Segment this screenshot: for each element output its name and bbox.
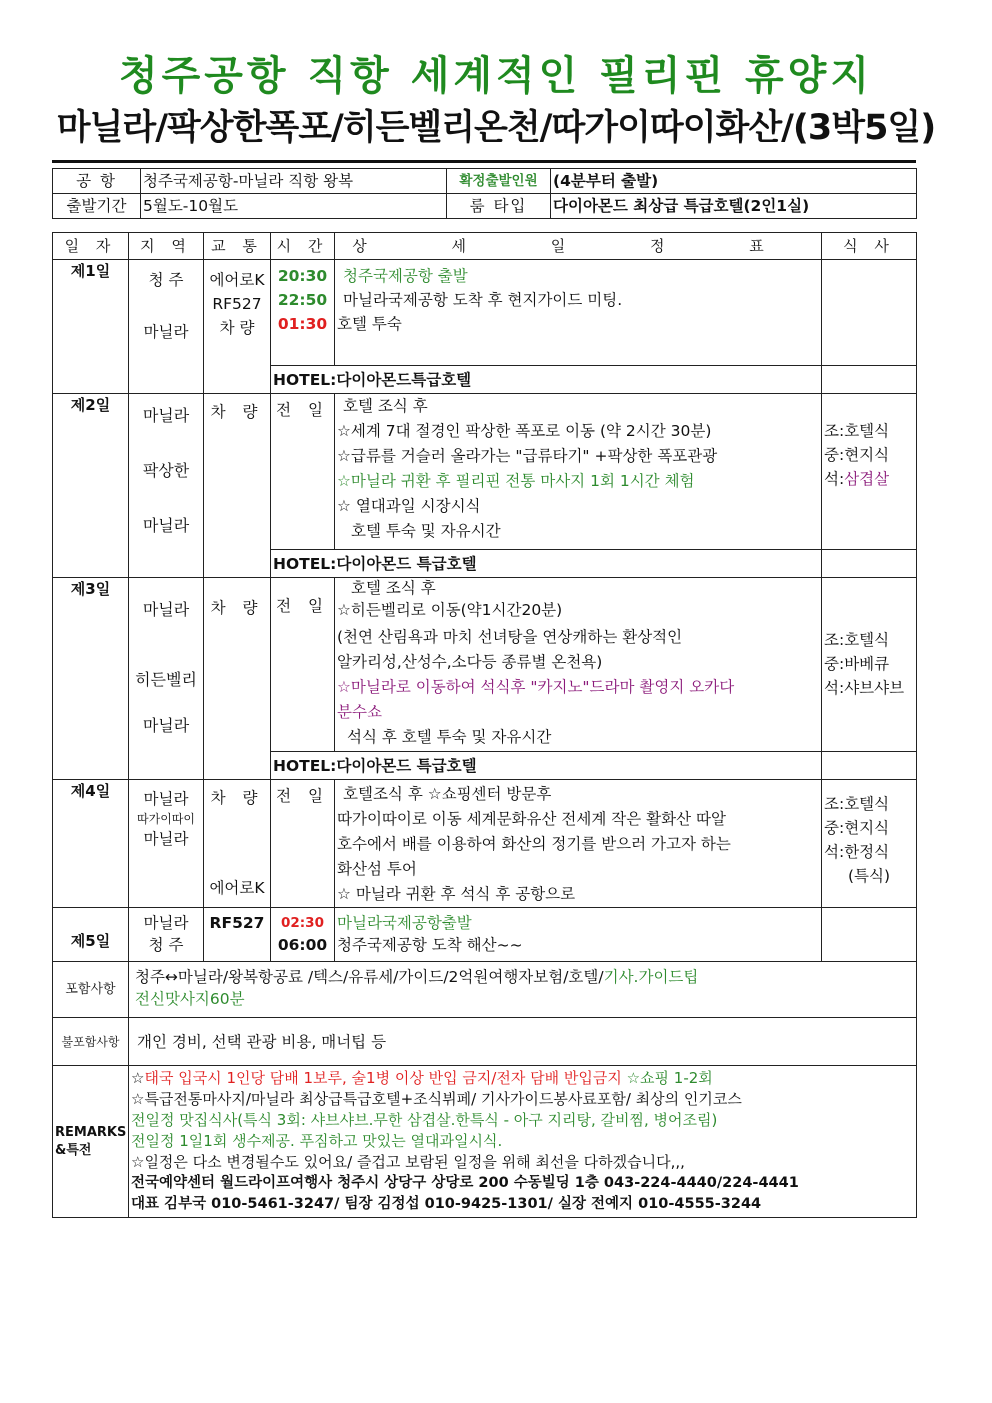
day2-meal-dinner: 삼겹살: [844, 470, 890, 488]
day2-detail: [335, 394, 822, 550]
day3-transport: 차 량: [204, 578, 271, 780]
day3-line: 석식 후 호텔 투숙 및 자유시간: [347, 728, 552, 746]
day1-region: 마닐라: [143, 323, 189, 341]
day1-label: 제1일: [53, 260, 129, 394]
airport-value: 청주국제공항-마닐라 직항 왕복: [141, 169, 447, 194]
day2-line: 호텔 조식 후: [343, 397, 428, 415]
day4-region: 마닐라: [143, 830, 189, 848]
day3-meal-item: 석:샤브샤브: [824, 679, 905, 697]
day1-hotel-meal: [822, 366, 917, 394]
day4-time: 전 일: [271, 780, 335, 908]
day4-detail: [335, 780, 822, 908]
day3-region: 히든벨리: [135, 670, 197, 689]
day4-meal-item: 중:현지식: [824, 819, 890, 837]
remarks-line: [131, 1068, 914, 1089]
day1-hotel: HOTEL:다이아몬드특급호텔: [271, 366, 822, 394]
day1-detail: [335, 260, 822, 366]
remarks-row: [53, 1066, 917, 1218]
day2-transport: 차 량: [204, 394, 271, 578]
period-label: 출발기간: [53, 194, 141, 219]
day3-line: (천연 산림욕과 마치 선녀탕을 연상캐하는 환상적인: [337, 628, 683, 646]
day2-row: [53, 394, 917, 550]
remarks-label-1: REMARKS: [55, 1124, 127, 1140]
day1-transport-item: 차 량: [219, 319, 255, 337]
day2-meal-prefix: 석:: [824, 470, 845, 488]
day5-label: 제5일: [53, 908, 129, 962]
day4-transport-item: 차 량: [210, 789, 264, 807]
day4-meal-item: 석:한정식: [824, 843, 890, 861]
page-title-line2: 마닐라/팍상한폭포/히든벨리온천/따가이따이화산/(3박5일): [56, 108, 936, 148]
day3-line: 알카리성,산성수,소다등 종류별 온천욕): [337, 653, 603, 671]
min-people-value: (4분부터 출발): [551, 169, 917, 194]
remarks-line: 대표 김부국 010-5461-3247/ 팀장 김정섭 010-9425-1301/ 실장 전예지 010-4555-3244: [131, 1196, 762, 1212]
schedule-table: [52, 232, 917, 1218]
day4-label: 제4일: [53, 780, 129, 908]
header-time: 시 간: [271, 233, 335, 260]
day1-meal: [822, 260, 917, 366]
day3-line: ☆히든벨리로 이동(약1시간20분): [337, 601, 563, 619]
day3-meal-item: 조:호텔식: [824, 631, 890, 649]
day2-time: 전 일: [271, 394, 335, 550]
day2-region: 마닐라: [142, 406, 190, 425]
day1-regions: [129, 260, 204, 394]
day2-region: 팍상한: [142, 461, 190, 480]
day2-regions: [129, 394, 204, 578]
room-label: 룸 타입: [447, 194, 551, 219]
day4-row: [53, 780, 917, 908]
remarks-warning: 태국 입국시 1인당 담배 1보루, 술1병 이상 반입 금지/전자 담배 반입금지: [144, 1069, 627, 1087]
day3-time: 전 일: [271, 578, 335, 752]
day1-line: 청주국제공항 출발: [343, 267, 468, 285]
day4-meal: [822, 780, 917, 908]
day3-meal: [822, 578, 917, 752]
day4-transport: [204, 780, 271, 908]
includes-line2: 전신맛사지60분: [135, 990, 245, 1008]
day1-line: 호텔 투숙: [337, 315, 402, 333]
remarks-line: ☆특급전통마사지/마닐라 최상급특급호텔+조식뷔페/ 기사가이드봉사료포함/ 최상의 인기코스: [131, 1090, 742, 1108]
period-value: 5월도-10월도: [141, 194, 447, 219]
remarks-label: [53, 1066, 129, 1218]
day4-region: 따가이따이: [137, 812, 195, 826]
page-title-line1: 청주공항 직항 세계적인 필리핀 휴양지: [119, 53, 873, 99]
header-region: 지 역: [129, 233, 204, 260]
day1-times: [271, 260, 335, 366]
day4-region: 마닐라: [143, 790, 189, 808]
day3-line: 분수쇼: [337, 703, 382, 721]
day4-line: 따가이따이로 이동 세계문화유산 전세계 작은 활화산 따알: [337, 810, 726, 828]
header-detail: 상 세 일 정 표: [335, 233, 822, 260]
day2-meal-item: [824, 467, 914, 491]
top-rule: [52, 160, 916, 163]
day5-line: 청주국제공항 도착 해산~~: [337, 936, 523, 954]
day2-meal-item: 조:호텔식: [824, 422, 890, 440]
day2-hotel-meal: [822, 550, 917, 578]
day4-line: 화산섬 투어: [337, 860, 417, 878]
day4-meal-item: 조:호텔식: [824, 795, 890, 813]
min-people-label: 확정출발인원: [447, 169, 551, 194]
day3-meal-item: 중:바베큐: [824, 655, 890, 673]
day1-time: 22:50: [277, 291, 328, 309]
includes-text: 청주↔마닐라/왕복항공료 /텍스/유류세/가이드/2억원여행자보험/호텔/: [135, 968, 604, 986]
room-value: 다이아몬드 최상급 특급호텔(2인1실): [551, 194, 917, 219]
remarks-line: 전일정 1일1회 생수제공. 푸짐하고 맛있는 열대과일시식.: [131, 1132, 503, 1150]
excludes-row: [53, 1018, 917, 1066]
day1-row: [53, 260, 917, 366]
day2-line: ☆세계 7대 절경인 팍상한 폭포로 이동 (약 2시간 30분): [337, 422, 712, 440]
remarks-label-2: &특전: [55, 1142, 92, 1158]
day5-regions: [129, 908, 204, 962]
remarks-content: [129, 1066, 917, 1218]
day5-meal: [822, 908, 917, 962]
header-transport: 교 통: [204, 233, 271, 260]
star-icon: ☆: [131, 1069, 145, 1087]
day4-line: ☆ 마닐라 귀환 후 석식 후 공항으로: [337, 885, 576, 903]
day3-region: 마닐라: [142, 716, 190, 735]
day2-line: 호텔 투숙 및 자유시간: [351, 522, 501, 540]
includes-line1: [135, 966, 914, 988]
info-table: [52, 168, 917, 219]
header-meal: 식 사: [822, 233, 917, 260]
day5-region: 마닐라: [143, 914, 189, 932]
day4-transport-item: 에어로K: [209, 879, 265, 897]
day3-detail: [335, 578, 822, 752]
day5-line: 마닐라국제공항출발: [337, 914, 472, 932]
day2-line: ☆ 열대과일 시장시식: [337, 497, 481, 515]
day1-transport-item: 에어로K: [209, 271, 265, 289]
day3-row: [53, 578, 917, 752]
day2-line: ☆마닐라 귀환 후 필리핀 전통 마사지 1회 1시간 체험: [337, 472, 695, 490]
day3-hotel-meal: [822, 752, 917, 780]
day5-region: 청 주: [148, 936, 184, 954]
remarks-line: ☆일정은 다소 변경될수도 있어요/ 즐겁고 보람된 일정을 위해 최선을 다하겠습니다,,,: [131, 1153, 685, 1171]
remarks-line: 전국예약센터 월드라이프여행사 청주시 상당구 상당로 200 수동빌딩 1층 043-224-4440/224-4441: [131, 1175, 799, 1191]
day2-region: 마닐라: [142, 516, 190, 535]
day4-regions: [129, 780, 204, 908]
day5-time: 06:00: [277, 936, 328, 954]
includes-content: [129, 962, 917, 1018]
day5-times: [271, 908, 335, 962]
header-date: 일 자: [53, 233, 129, 260]
day5-transport: RF527: [204, 908, 271, 962]
day4-meal-item: (특식): [848, 867, 891, 885]
day5-detail: [335, 908, 822, 962]
airport-label: 공 항: [53, 169, 141, 194]
day1-time: 20:30: [277, 267, 328, 285]
day3-regions: [129, 578, 204, 780]
includes-label: 포함사항: [53, 962, 129, 1018]
day3-hotel: HOTEL:다이아몬드 특급호텔: [271, 752, 822, 780]
day2-hotel: HOTEL:다이아몬드 특급호텔: [271, 550, 822, 578]
day4-line: 호텔조식 후 ☆쇼핑센터 방문후: [343, 785, 552, 803]
includes-tip: 기사.가이드팁: [603, 968, 699, 986]
day5-row: [53, 908, 917, 962]
excludes-text: 개인 경비, 선택 관광 비용, 매너팁 등: [129, 1018, 917, 1066]
day3-region: 마닐라: [142, 600, 190, 619]
day2-meal: [822, 394, 917, 550]
day2-line: ☆급류를 거슬러 올라가는 "급류타기" +팍상한 폭포관광: [337, 447, 718, 465]
excludes-label: 불포함사항: [53, 1018, 129, 1066]
day1-region: 청 주: [148, 271, 184, 289]
day4-line: 호수에서 배를 이용하여 화산의 정기를 받으러 가고자 하는: [337, 835, 731, 853]
remarks-line: 전일정 맛집식사(특식 3회: 샤브샤브.무한 삼겹살.한특식 - 아구 지리탕, 갈비찜, 병어조림): [131, 1111, 718, 1129]
day1-transport-item: RF527: [212, 295, 262, 313]
day5-time: 02:30: [281, 915, 324, 931]
day3-line: ☆마닐라로 이동하여 석식후 "카지노"드라마 촬영지 오카다: [337, 678, 735, 696]
day1-time: 01:30: [277, 315, 328, 333]
day2-meal-item: 중:현지식: [824, 446, 890, 464]
day1-transport: [204, 260, 271, 394]
remarks-shopping: ☆쇼핑 1-2회: [626, 1069, 713, 1087]
day3-label: 제3일: [53, 578, 129, 780]
day3-line: 호텔 조식 후: [351, 579, 436, 597]
includes-row: [53, 962, 917, 1018]
day1-line: 마닐라국제공항 도착 후 현지가이드 미팅.: [343, 291, 623, 309]
day2-label: 제2일: [53, 394, 129, 578]
